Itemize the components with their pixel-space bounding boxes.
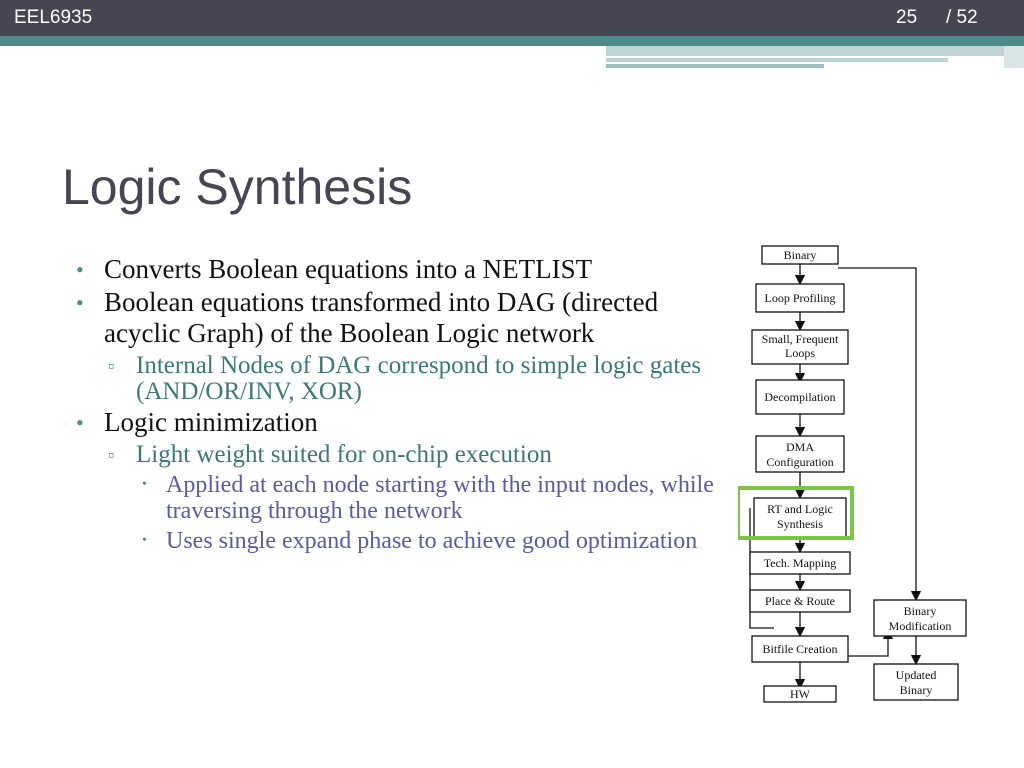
flow-node-updated-binary-2: Binary <box>899 683 933 697</box>
sub-bullet-item: ▫ Internal Nodes of DAG correspond to simple logic gates (AND/OR/INV, XOR) <box>70 353 730 405</box>
sub-sub-bullet-item: • Uses single expand phase to achieve good optimization <box>70 528 730 554</box>
flow-node-bitfile: Bitfile Creation <box>762 642 838 656</box>
flow-node-decompilation: Decompilation <box>764 390 836 404</box>
bullet-item: • Logic minimization <box>70 407 730 438</box>
page-number: 25 <box>896 7 918 28</box>
flow-node-binary-modification-2: Modification <box>888 619 952 633</box>
header-decor-band <box>606 46 1006 56</box>
flow-node-dma: DMA <box>785 440 815 454</box>
flow-node-rt-logic: RT and Logic <box>767 502 833 516</box>
bullet-item: • Converts Boolean equations into a NETLIST <box>70 254 730 285</box>
header-accent-band <box>0 36 1024 46</box>
flow-node-small-frequent: Small, Frequent <box>761 332 839 346</box>
flow-node-dma-2: Configuration <box>766 455 834 469</box>
bullet-item: • Boolean equations transformed into DAG (directed acyclic Graph) of the Boolean Logic network <box>70 287 730 349</box>
sub-sub-bullet-item: • Applied at each node starting with the input nodes, while traversing through the network <box>70 472 730 524</box>
slide-title: Logic Synthesis <box>62 159 413 215</box>
flow-node-loop-profiling: Loop Profiling <box>764 291 836 305</box>
flow-node-small-frequent-2: Loops <box>785 346 815 360</box>
flow-node-rt-logic-2: Synthesis <box>776 517 824 531</box>
flow-node-binary-modification: Binary <box>903 604 937 618</box>
header-decor-block <box>1004 46 1024 68</box>
sub-bullet-item: ▫ Light weight suited for on-chip execution <box>70 442 730 468</box>
header-decor-line <box>606 58 948 62</box>
flow-node-updated-binary: Updated <box>895 668 937 682</box>
flow-node-binary: Binary <box>783 248 817 262</box>
page-total: / 52 <box>946 7 978 28</box>
course-code: EEL6935 <box>14 7 93 28</box>
flow-diagram <box>738 238 970 708</box>
flow-node-tech-mapping: Tech. Mapping <box>763 556 837 570</box>
flow-diagram-svg <box>738 238 970 708</box>
bullet-list <box>70 252 730 554</box>
flow-node-hw: HW <box>790 687 810 701</box>
flow-node-place-route: Place & Route <box>765 594 835 608</box>
header-decor-line <box>606 64 824 68</box>
header-bar <box>0 0 1024 36</box>
